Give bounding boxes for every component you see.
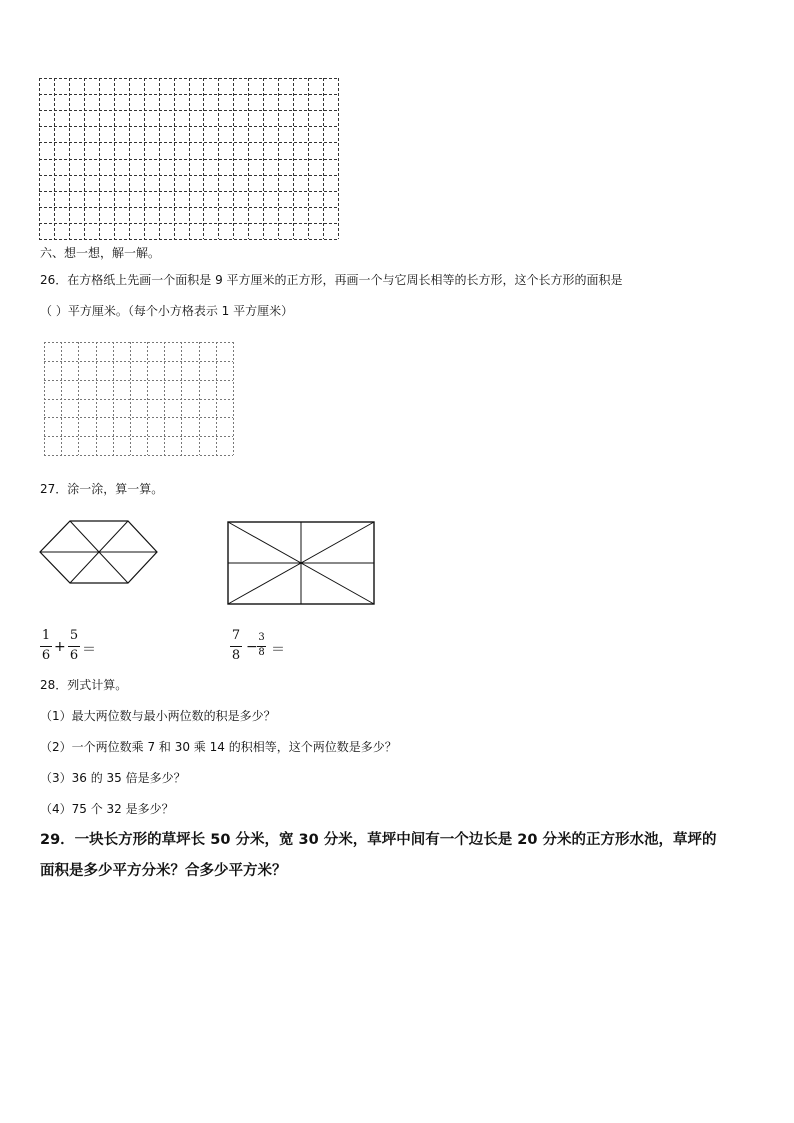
plus-sign: + [54,639,66,655]
q28-title: 28．列式计算。 [40,678,128,692]
q26-line1: 26．在方格纸上先画一个面积是 9 平方厘米的正方形，再画一个与它周长相等的长方形，这个长方形的面积是 [40,273,623,287]
q26-line2: （ ）平方厘米。（每个小方格表示 1 平方厘米） [40,304,294,318]
q28-item-4: （4）75 个 32 是多少？ [40,802,174,816]
top-grid-paper [39,78,339,240]
hexagon-figure [38,519,158,585]
section-six-title: 六、想一想，解一解。 [40,246,161,260]
q28-item-1: （1）最大两位数与最小两位数的积是多少？ [40,709,276,723]
q27-title: 27．涂一涂，算一算。 [40,482,164,496]
q28-item-2: （2）一个两位数乘 7 和 30 乘 14 的积相等，这个两位数是多少？ [40,740,397,754]
rectangle-figure [227,521,375,605]
q26-grid-paper [44,342,234,456]
equals-sign: ＝ [271,642,285,658]
q28-item-3: （3）36 的 35 倍是多少？ [40,771,186,785]
q29-line2: 面积是多少平方分米？合多少平方米？ [40,863,287,879]
q29-line1: 29．一块长方形的草坪长 50 分米，宽 30 分米，草坪中间有一个边长是 20 分米的正方形水池，草坪的 [40,832,717,848]
minus-sign: − [246,639,258,655]
equals-sign: ＝ [82,642,96,658]
